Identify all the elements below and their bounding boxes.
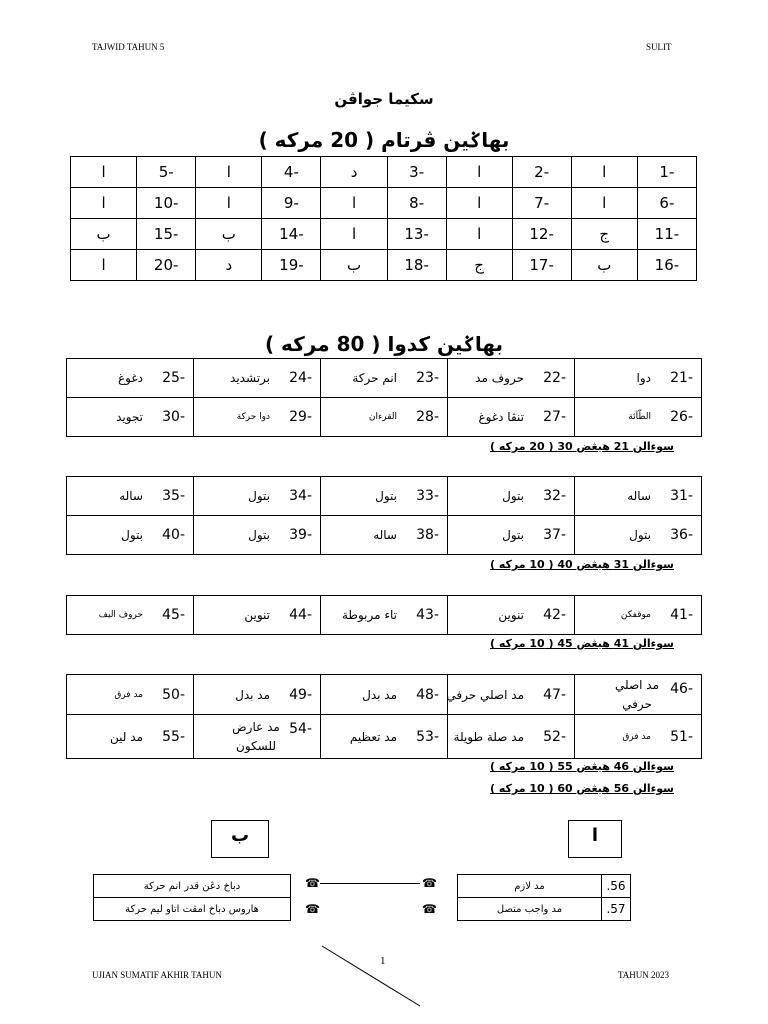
answer-cell [448, 516, 575, 555]
answer-cell [321, 596, 448, 635]
question-number: 45- [162, 607, 185, 623]
question-number: 41- [670, 607, 693, 623]
answer-row [67, 398, 702, 437]
answer-cell [575, 675, 702, 715]
answer-cell [575, 477, 702, 516]
answer-cell: د [196, 250, 262, 281]
answer-cell [321, 477, 448, 516]
note-46-55: سوءالن 46 هيڠض 55 ( 10 مرکه ) [489, 760, 674, 773]
section1-answer-table [70, 156, 697, 281]
answer-cell [67, 477, 194, 516]
question-number-cell: 11- [637, 219, 696, 250]
answer-cell [448, 675, 575, 715]
answer-cell: ا [196, 188, 262, 219]
answer-row [71, 250, 697, 281]
answer-row [71, 219, 697, 250]
answer-cell: د [321, 157, 387, 188]
question-number: 38- [416, 527, 439, 543]
answer-text: مد تعظيم [349, 729, 397, 744]
question-number: 23- [416, 370, 439, 386]
answer-cell: ب [196, 219, 262, 250]
answer-cell [575, 715, 702, 759]
answer-cell [67, 516, 194, 555]
answer-text: بتول [502, 489, 524, 503]
answer-cell: ا [571, 157, 637, 188]
question-number: 27- [543, 409, 566, 425]
answer-cell: ا [446, 219, 512, 250]
answer-text: مد عارض للسکون [232, 719, 280, 753]
note-21-30: سوءالن 21 هيڠض 30 ( 20 مرکه ) [489, 440, 674, 453]
answer-text: مد فرق [114, 689, 143, 700]
answer-text: دوا حرکة [236, 412, 270, 422]
answer-text: دغوغ [118, 371, 143, 385]
telephone-icon: ☎ [422, 902, 437, 916]
answer-row [67, 516, 702, 555]
header-left: TAJWID TAHUN 5 [92, 42, 165, 52]
question-number-cell: 3- [387, 157, 446, 188]
question-number: 46- [670, 681, 693, 697]
column-b-box: ب [211, 820, 269, 858]
answer-row [71, 188, 697, 219]
answer-cell [67, 675, 194, 715]
answer-row [67, 477, 702, 516]
column-a-number: .57 [602, 898, 631, 921]
answer-cell [194, 715, 321, 759]
answer-cell [448, 596, 575, 635]
column-b-table [93, 874, 291, 921]
question-number: 21- [670, 370, 693, 386]
answer-text: ساله [373, 528, 397, 542]
column-a-number: .56 [602, 875, 631, 898]
answer-row [67, 715, 702, 759]
answer-cell: ب [571, 250, 637, 281]
question-number: 55- [162, 728, 185, 745]
answer-cell [321, 675, 448, 715]
answer-row [71, 157, 697, 188]
question-number-cell: 19- [262, 250, 321, 281]
question-number-cell: 13- [387, 219, 446, 250]
answers-46-55-table [66, 674, 702, 759]
question-number: 42- [543, 607, 566, 623]
footer-right: TAHUN 2023 [618, 970, 670, 980]
question-number: 24- [289, 370, 312, 386]
answer-cell: ب [321, 250, 387, 281]
answer-text: بتول [121, 528, 143, 542]
question-number: 49- [289, 686, 312, 703]
answer-text: مد فرق [622, 731, 651, 742]
question-number: 22- [543, 370, 566, 386]
answer-text: مد اصلي حرفي [446, 687, 524, 702]
question-number-cell: 10- [137, 188, 196, 219]
footer-left: UJIAN SUMATIF AKHIR TAHUN [92, 970, 222, 980]
answer-cell [194, 675, 321, 715]
page-number: 1 [380, 955, 386, 967]
connector-line [320, 883, 420, 884]
answer-text: بتول [629, 528, 651, 542]
header-right: SULIT [646, 42, 672, 52]
answer-text: دوا [636, 371, 651, 385]
answer-text: بتول [248, 489, 270, 503]
question-number: 53- [416, 728, 439, 745]
question-number: 29- [289, 409, 312, 425]
question-number: 34- [289, 488, 312, 504]
answer-text: تجويد [116, 410, 143, 424]
telephone-icon: ☎ [305, 876, 320, 890]
answer-text: بتول [248, 528, 270, 542]
question-number-cell: 12- [512, 219, 571, 250]
question-number-cell: 2- [512, 157, 571, 188]
answer-text: تنڤا دغوغ [478, 410, 524, 424]
question-number: 35- [162, 488, 185, 504]
answer-text: برتشديد [230, 371, 270, 385]
question-number: 44- [289, 607, 312, 623]
question-number: 50- [162, 686, 185, 703]
answer-cell [194, 359, 321, 398]
answer-cell [575, 359, 702, 398]
answer-cell [575, 596, 702, 635]
question-number: 36- [670, 527, 693, 543]
question-number-cell: 8- [387, 188, 446, 219]
answer-cell: ا [446, 188, 512, 219]
note-56-60: سوءالن 56 هيڠض 60 ( 10 مرکه ) [489, 782, 674, 795]
answer-cell: ا [321, 188, 387, 219]
answer-row [67, 675, 702, 715]
answer-cell [194, 516, 321, 555]
answer-text: بتول [375, 489, 397, 503]
answer-cell [67, 596, 194, 635]
answer-cell [448, 398, 575, 437]
question-number-cell: 4- [262, 157, 321, 188]
answer-text: مد لين [110, 729, 143, 744]
question-number: 47- [543, 686, 566, 703]
section2-title: بهاݢين کدوا ( 80 مرکه ) [264, 332, 504, 356]
question-number: 30- [162, 409, 185, 425]
answer-row [67, 596, 702, 635]
question-number-cell: 9- [262, 188, 321, 219]
answer-cell [321, 715, 448, 759]
answer-cell [448, 477, 575, 516]
answer-row [67, 359, 702, 398]
telephone-icon: ☎ [422, 876, 437, 890]
answer-text: القرءان [368, 412, 397, 422]
telephone-icon: ☎ [305, 902, 320, 916]
answer-text: حروف اليف [98, 610, 143, 620]
answer-cell: ا [321, 219, 387, 250]
answer-cell [67, 359, 194, 398]
question-number-cell: 17- [512, 250, 571, 281]
answer-cell [448, 359, 575, 398]
question-number-cell: 15- [137, 219, 196, 250]
question-number-cell: 5- [137, 157, 196, 188]
answer-cell [321, 359, 448, 398]
answer-text: انم حرکة [352, 371, 397, 385]
answer-text: حروف مد [475, 371, 524, 385]
answer-cell: ا [196, 157, 262, 188]
answer-cell: ب [71, 219, 137, 250]
question-number-cell: 7- [512, 188, 571, 219]
answer-text: تاء مربوطة [341, 608, 397, 622]
answer-text: تنوين [498, 608, 524, 622]
question-number: 52- [543, 728, 566, 745]
question-number: 48- [416, 686, 439, 703]
question-number: 33- [416, 488, 439, 504]
answer-cell: ج [571, 219, 637, 250]
answer-cell: ا [71, 188, 137, 219]
column-a-box: ا [568, 820, 622, 858]
question-number-cell: 18- [387, 250, 446, 281]
column-a-item: مد واجب متصل [458, 898, 602, 921]
answer-cell: ا [446, 157, 512, 188]
answer-cell [67, 715, 194, 759]
answer-cell: ا [571, 188, 637, 219]
column-b-item: دباخ دڠن قدر انم حرکة [94, 875, 291, 898]
question-number: 37- [543, 527, 566, 543]
answer-cell [194, 477, 321, 516]
answer-text: ساله [627, 489, 651, 503]
answer-cell: ج [446, 250, 512, 281]
question-number: 54- [289, 721, 312, 737]
column-a-item: مد لازم [458, 875, 602, 898]
answer-cell [194, 596, 321, 635]
question-number-cell: 16- [637, 250, 696, 281]
question-number: 32- [543, 488, 566, 504]
question-number: 31- [670, 488, 693, 504]
answer-cell [575, 516, 702, 555]
answer-cell [448, 715, 575, 759]
answer-text: مد بدل [362, 687, 397, 702]
answer-text: موقفکن [620, 610, 651, 620]
note-41-45: سوءالن 41 هيڠض 45 ( 10 مرکه ) [489, 637, 674, 650]
answers-31-40-table [66, 476, 702, 555]
answer-text: مد بدل [235, 687, 270, 702]
question-number-cell: 1- [637, 157, 696, 188]
answer-cell: ا [71, 157, 137, 188]
note-31-40: سوءالن 31 هيڠض 40 ( 10 مرکه ) [489, 558, 674, 571]
answers-41-45-table [66, 595, 702, 635]
answer-text: الطّآئة [628, 412, 651, 422]
answer-text: مد اصلي حرفي [614, 677, 660, 711]
answer-cell: ا [71, 250, 137, 281]
question-number: 40- [162, 527, 185, 543]
question-number: 43- [416, 607, 439, 623]
column-a-table [457, 874, 631, 921]
column-b-item: هاروس دباخ امڤت اتاو ليم حرکة [94, 898, 291, 921]
diagonal-line [320, 944, 422, 1008]
question-number: 26- [670, 409, 693, 425]
question-number: 28- [416, 409, 439, 425]
question-number: 51- [670, 728, 693, 745]
answer-cell [321, 398, 448, 437]
answer-text: تنوين [244, 608, 270, 622]
question-number: 25- [162, 370, 185, 386]
question-number-cell: 20- [137, 250, 196, 281]
answer-text: بتول [502, 528, 524, 542]
answer-cell [575, 398, 702, 437]
answer-text: مد صلة طويلة [453, 729, 524, 744]
answer-cell [321, 516, 448, 555]
question-number: 39- [289, 527, 312, 543]
answer-cell [67, 398, 194, 437]
answer-text: ساله [119, 489, 143, 503]
answer-cell [194, 398, 321, 437]
question-number-cell: 6- [637, 188, 696, 219]
section1-title: بهاݢين ڤرتام ( 20 مرکه ) [258, 128, 510, 152]
document-title: سکيما جواڤن [334, 90, 434, 108]
question-number-cell: 14- [262, 219, 321, 250]
answers-21-30-table [66, 358, 702, 437]
